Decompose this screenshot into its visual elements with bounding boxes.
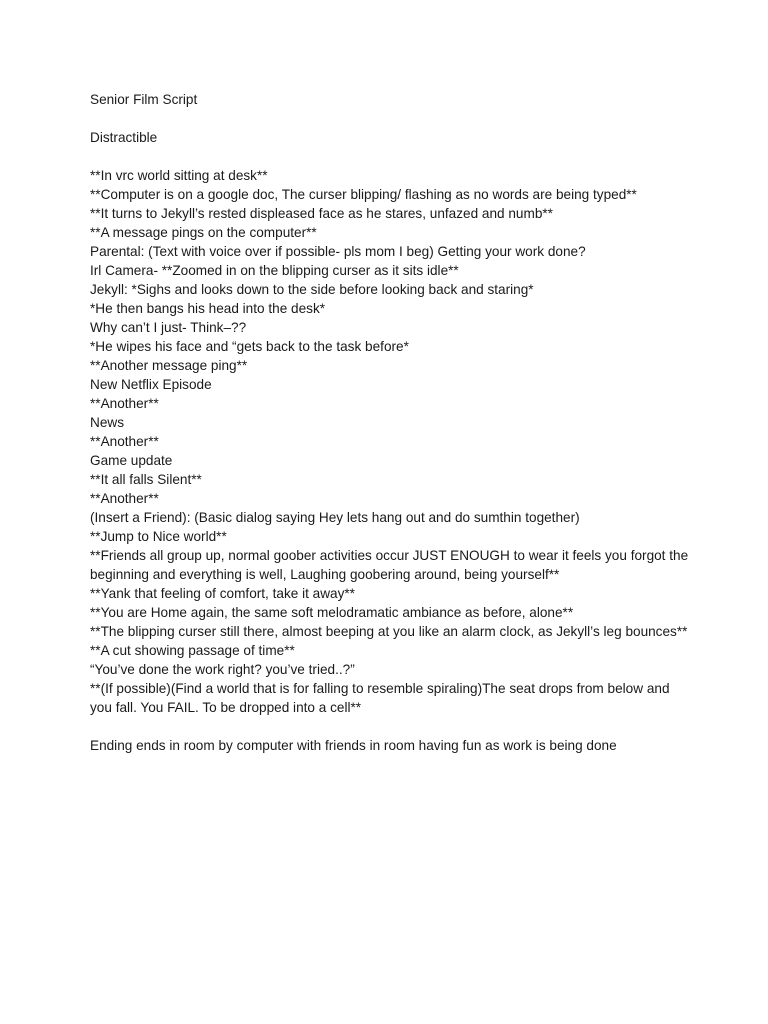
script-line: **The blipping curser still there, almost beeping at you like an alarm clock, as Jekyll’s leg bounces** <box>90 624 688 639</box>
blank-line <box>90 109 690 128</box>
script-line: **You are Home again, the same soft melodramatic ambiance as before, alone** <box>90 605 574 620</box>
script-line: **Another message ping** <box>90 358 248 373</box>
script-line: **A message pings on the computer** <box>90 225 317 240</box>
script-line: **Another** <box>90 491 159 506</box>
script-line: **Jump to Nice world** <box>90 529 227 544</box>
script-lines <box>90 166 690 717</box>
script-line: Jekyll: *Sighs and looks down to the side before looking back and staring* <box>90 282 534 297</box>
document-title: Senior Film Script <box>90 92 198 107</box>
script-line: **Yank that feeling of comfort, take it away** <box>90 586 355 601</box>
script-line: Game update <box>90 453 173 468</box>
script-line: “You’ve done the work right? you’ve tried..?” <box>90 662 355 677</box>
script-line: **A cut showing passage of time** <box>90 643 295 658</box>
document-ending: Ending ends in room by computer with friends in room having fun as work is being done <box>90 738 617 753</box>
script-line: Irl Camera- **Zoomed in on the blipping curser as it sits idle** <box>90 263 459 278</box>
script-line: **Another** <box>90 396 159 411</box>
script-line: **(If possible)(Find a world that is for falling to resemble spiraling)The seat drops from below and you fall. You FAIL. To be dropped into a cell** <box>90 681 670 715</box>
blank-line <box>90 717 690 736</box>
script-line: New Netflix Episode <box>90 377 212 392</box>
script-line: **It all falls Silent** <box>90 472 202 487</box>
script-line: **In vrc world sitting at desk** <box>90 168 268 183</box>
script-line: **Friends all group up, normal goober activities occur JUST ENOUGH to wear it feels you forgot the beginning and everything is well, Laughing goobering around, being yourself** <box>90 548 689 582</box>
script-line: Parental: (Text with voice over if possible- pls mom I beg) Getting your work done? <box>90 244 586 259</box>
document-body <box>90 90 690 755</box>
script-line: News <box>90 415 124 430</box>
script-line: (Insert a Friend): (Basic dialog saying Hey lets hang out and do sumthin together) <box>90 510 580 525</box>
script-line: **Computer is on a google doc, The curser blipping/ flashing as no words are being typed** <box>90 187 637 202</box>
script-line: *He then bangs his head into the desk* <box>90 301 326 316</box>
script-line: **Another** <box>90 434 159 449</box>
script-line: Why can’t I just- Think–?? <box>90 320 247 335</box>
document-subtitle: Distractible <box>90 130 158 145</box>
script-line: **It turns to Jekyll’s rested displeased face as he stares, unfazed and numb** <box>90 206 553 221</box>
script-line: *He wipes his face and “gets back to the task before* <box>90 339 409 354</box>
blank-line <box>90 147 690 166</box>
